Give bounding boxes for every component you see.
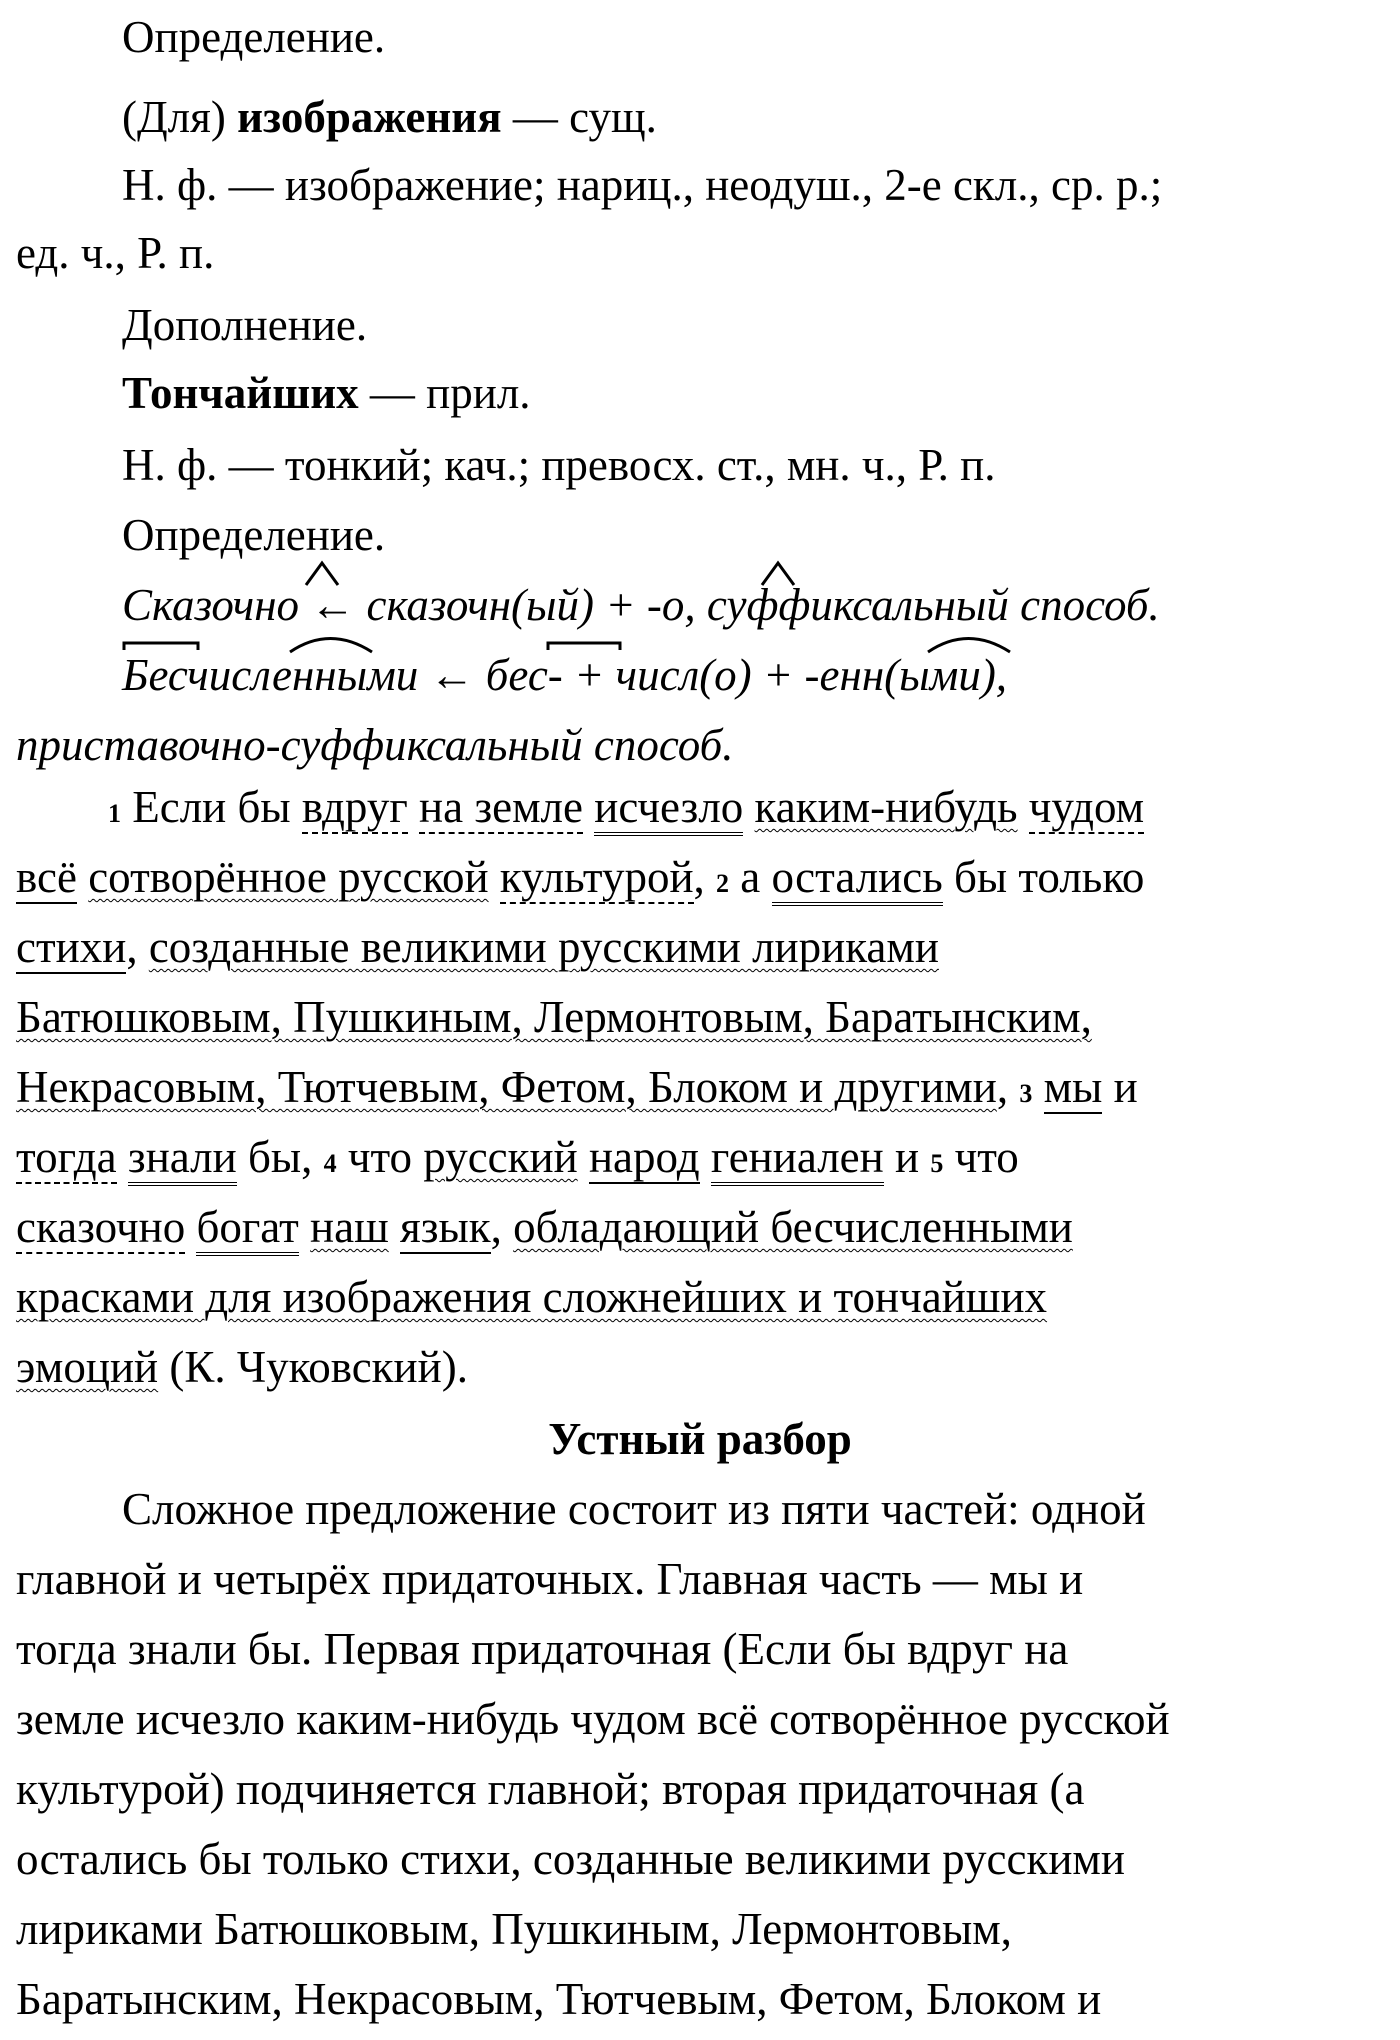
morpheme-line: Бесчисленными ← бес- + числ(о) + -енн(ыми), (122, 650, 1008, 700)
analysis-line: тогда знали бы. Первая придаточная (Если бы вдруг на (16, 1624, 1069, 1674)
sentence-line: Батюшковым, Пушкиным, Лермонтовым, Баратынским, (16, 992, 1092, 1042)
text-line: Н. ф. — тонкий; кач.; превосх. ст., мн. ч., Р. п. (122, 440, 996, 490)
morpheme-line: Сказочно ← сказочн(ый) + -о, суффиксальный способ. (122, 580, 1160, 630)
sentence-line: Некрасовым, Тютчевым, Фетом, Блоком и другими, 3 мы и (16, 1062, 1138, 1112)
text-line: Определение. (122, 510, 386, 560)
sentence-line: тогда знали бы, 4 что русский народ гениален и 5 что (16, 1122, 1019, 1192)
sentence-line: красками для изображения сложнейших и тончайших (16, 1272, 1048, 1322)
section-heading: Устный разбор (548, 1414, 852, 1464)
sentence-line: всё сотворённое русской культурой, 2 а остались бы только (16, 842, 1144, 912)
sentence-line: сказочно богат наш язык, обладающий бесчисленными (16, 1192, 1073, 1262)
analysis-line: лириками Батюшковым, Пушкиным, Лермонтовым, (16, 1904, 1012, 1954)
sentence-line: 1 Если бы вдруг на земле исчезло каким-нибудь чудом (108, 772, 1144, 842)
text-line: (Для) изображения — сущ. (122, 92, 657, 142)
text-line: Дополнение. (122, 300, 368, 350)
analysis-line: земле исчезло каким-нибудь чудом всё сотворённое русской (16, 1694, 1170, 1744)
text-line: ед. ч., Р. п. (16, 228, 215, 278)
analysis-line: остались бы только стихи, созданные великими русскими (16, 1834, 1125, 1884)
morpheme-line: приставочно-суффиксальный способ. (16, 720, 734, 770)
sentence-line: стихи, созданные великими русскими лириками (16, 922, 939, 972)
analysis-line: главной и четырёх придаточных. Главная часть — мы и (16, 1554, 1084, 1604)
text-line: Н. ф. — изображение; нариц., неодуш., 2-е скл., ср. р.; (122, 160, 1163, 210)
text-line: Определение. (122, 12, 386, 62)
analysis-line: Сложное предложение состоит из пяти частей: одной (122, 1484, 1146, 1534)
text-line: Тончайших — прил. (122, 368, 531, 418)
sentence-line: эмоций (К. Чуковский). (16, 1342, 468, 1392)
analysis-line: культурой) подчиняется главной; вторая придаточная (а (16, 1764, 1085, 1814)
analysis-line: Баратынским, Некрасовым, Тютчевым, Фетом, Блоком и (16, 1974, 1102, 2024)
